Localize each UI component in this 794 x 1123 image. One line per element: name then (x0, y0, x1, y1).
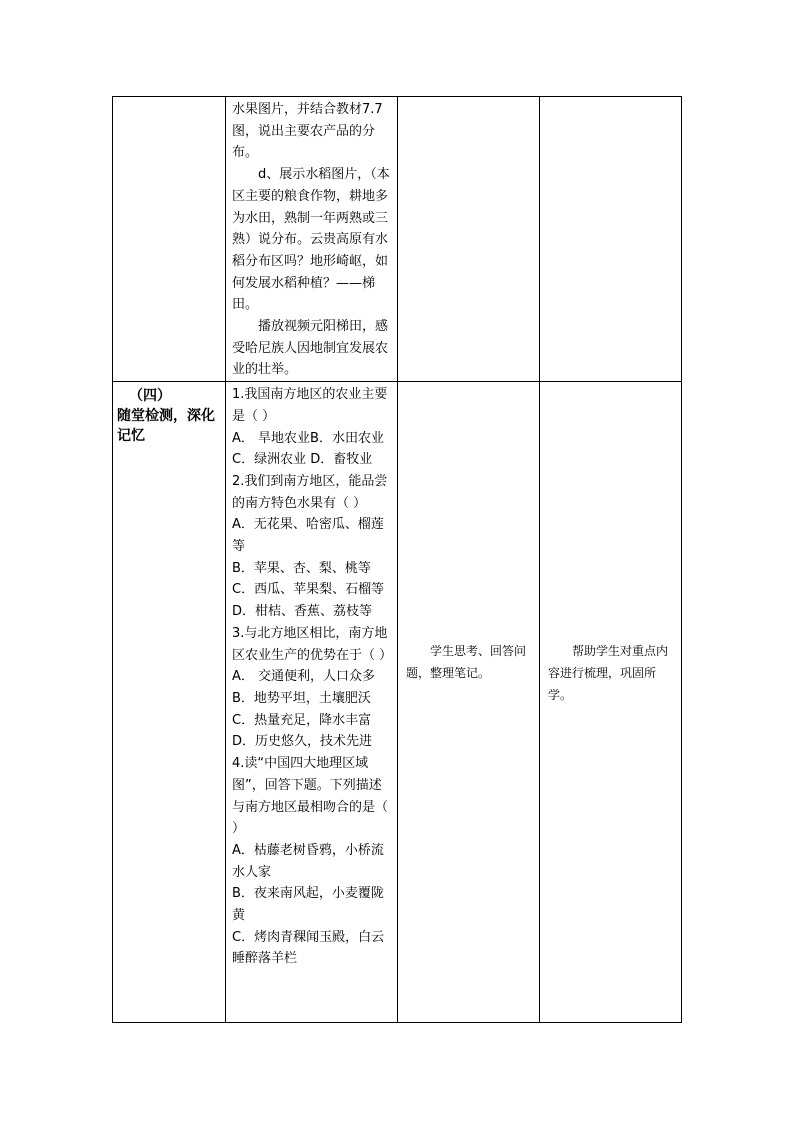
quiz-questions (226, 382, 397, 970)
quiz-line: D．历史悠久，技术先进 (232, 734, 373, 750)
design-intent-cell (540, 382, 682, 1023)
quiz-line: A．无花果、哈密瓜、榴莲等 (232, 517, 384, 555)
teacher-paragraph: 播放视频元阳梯田，感受哈尼族人因地制宜发展农业的壮举。 (232, 319, 389, 378)
quiz-line: 4.读“中国四大地理区域图”，回答下题。下列描述与南方地区最相吻合的是（ ） (232, 756, 389, 837)
quiz-line: C．绿洲农业 D．畜牧业 (232, 452, 373, 468)
teacher-paragraph: 水果图片，并结合教材7.7图，说出主要农产品的分布。 (232, 102, 383, 161)
design-intent-text: 帮助学生对重点内容进行梳理，巩固所学。 (548, 644, 669, 703)
table-row-quiz (113, 382, 682, 1023)
student-activity-cell-empty (398, 97, 540, 382)
student-activity-text: 学生思考、回答问题，整理笔记。 (406, 644, 527, 681)
table-row-continued (113, 97, 682, 382)
quiz-line: A． 交通便利，人口众多 (232, 669, 376, 685)
quiz-cell (226, 382, 398, 1023)
quiz-line: C．西瓜、苹果梨、石榴等 (232, 582, 385, 598)
teacher-activity-cell (226, 97, 398, 382)
quiz-line: A．枯藤老树昏鸦，小桥流水人家 (232, 842, 384, 880)
stage-number: （四） (129, 388, 171, 405)
quiz-line: 1.我国南方地区的农业主要是（ ） (232, 387, 388, 424)
quiz-line: B．苹果、杏、梨、桃等 (232, 560, 371, 576)
quiz-line: 2.我们到南方地区，能品尝的南方特色水果有（ ） (232, 473, 388, 511)
quiz-line: C．热量充足，降水丰富 (232, 712, 372, 728)
teacher-paragraph: d、展示水稻图片，（本区主要的粮食作物，耕地多为水田，熟制一年两熟或三熟）说分布。云贵高原有水稻分布区吗？地形崎岖，如何发展水稻种植？——梯田。 (232, 167, 390, 313)
stage-cell (113, 382, 226, 1023)
quiz-line: A． 旱地农业B．水田农业 (232, 430, 384, 446)
design-intent-cell-empty (540, 97, 682, 382)
quiz-line: D．柑桔、香蕉、荔枝等 (232, 604, 373, 620)
stage-cell-empty (113, 97, 226, 382)
quiz-line: B．地势平坦，土壤肥沃 (232, 690, 371, 706)
lesson-plan-table (112, 96, 682, 1023)
teacher-activity-text (226, 97, 397, 381)
quiz-line: 3.与北方地区相比，南方地区农业生产的优势在于（ ） (232, 625, 393, 663)
quiz-line: B．夜来南风起，小麦覆陇黄 (232, 886, 384, 924)
student-activity-cell (398, 382, 540, 1023)
quiz-line: C．烤肉青稞闻玉殿，白云睡醉落羊栏 (232, 929, 385, 967)
stage-title: 随堂检测，深化记忆 (117, 408, 215, 445)
